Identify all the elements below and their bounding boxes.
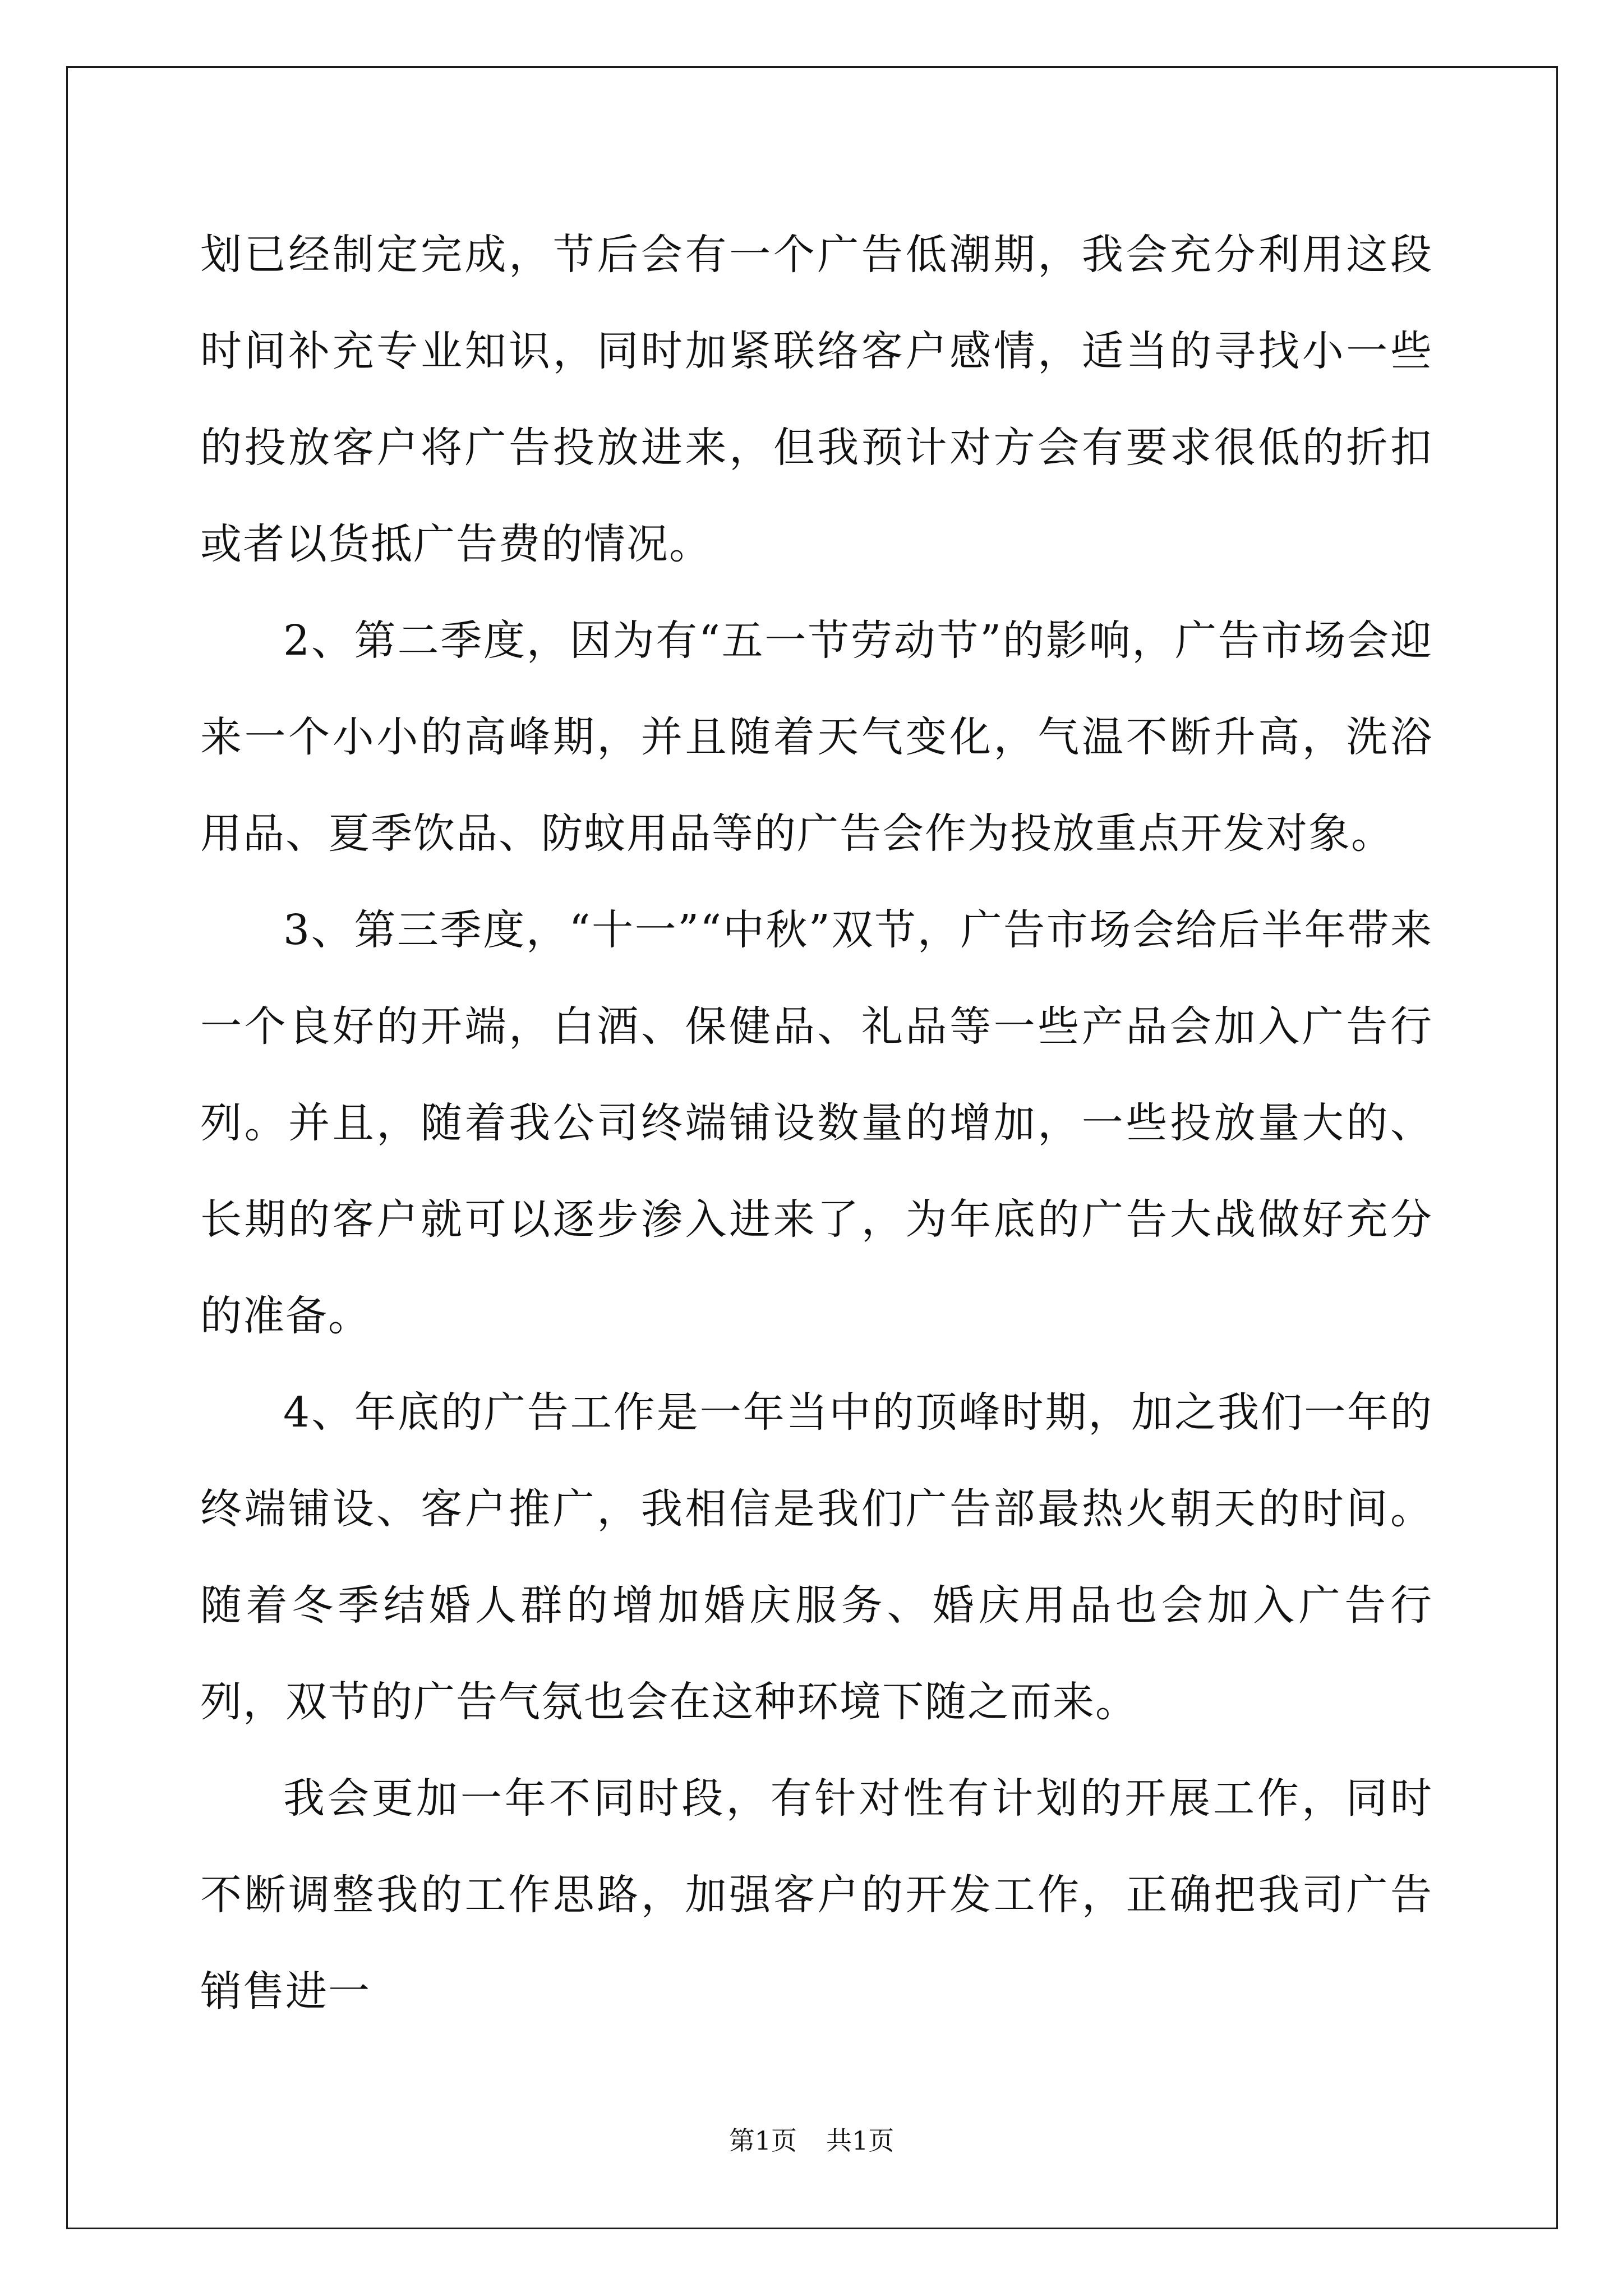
page-total: 共1页 bbox=[826, 2125, 895, 2156]
document-body bbox=[200, 206, 1433, 2040]
paragraph-continuation: 划已经制定完成，节后会有一个广告低潮期，我会充分利用这段时间补充专业知识，同时加紧联络客户感情，适当的寻找小一些的投放客户将广告投放进来，但我预计对方会有要求很低的折扣或者以货抵广告费的情况。 bbox=[200, 231, 1433, 568]
page-footer bbox=[0, 2120, 1623, 2157]
page-number: 第1页 bbox=[728, 2125, 797, 2156]
paragraph-year-end: 4、年底的广告工作是一年当中的顶峰时期，加之我们一年的终端铺设、客户推广，我相信是我们广告部最热火朝天的时间。随着冬季结婚人群的增加婚庆服务、婚庆用品也会加入广告行列，双节的广告气氛也会在这种环境下随之而来。 bbox=[200, 1388, 1433, 1726]
paragraph-q2: 2、第二季度，因为有“五一节劳动节”的影响，广告市场会迎来一个小小的高峰期，并且随着天气变化，气温不断升高，洗浴用品、夏季饮品、防蚊用品等的广告会作为投放重点开发对象。 bbox=[200, 616, 1433, 858]
paragraph-q3: 3、第三季度，“十一”“中秋”双节，广告市场会给后半年带来一个良好的开端，白酒、保健品、礼品等一些产品会加入广告行列。并且，随着我公司终端铺设数量的增加，一些投放量大的、长期的客户就可以逐步渗入进来了，为年底的广告大战做好充分的准备。 bbox=[200, 906, 1433, 1340]
paragraph-plan: 我会更加一年不同时段，有针对性有计划的开展工作，同时不断调整我的工作思路，加强客户的开发工作，正确把我司广告销售进一 bbox=[200, 1774, 1433, 2016]
